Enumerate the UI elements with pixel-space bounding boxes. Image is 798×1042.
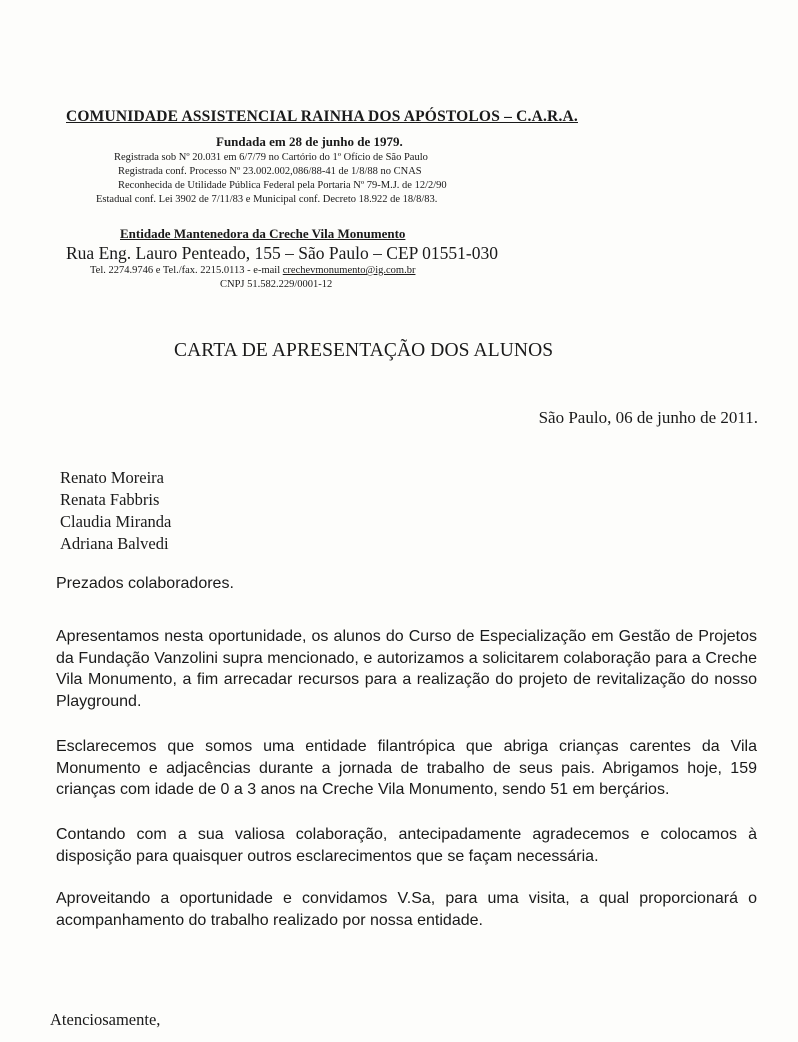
registration-line: Reconhecida de Utilidade Pública Federal pela Portaria Nº 79-M.J. de 12/2/90 [118, 180, 447, 191]
email-link[interactable]: crechevmonumento@ig.com.br [282, 265, 416, 276]
recipient-name: Renato Moreira [60, 468, 165, 487]
phone-text: Tel. 2274.9746 e Tel./fax. 2215.0113 - e-mail [90, 265, 281, 276]
registration-line: Estadual conf. Lei 3902 de 7/11/83 e Municipal conf. Decreto 18.922 de 18/8/83. [96, 194, 438, 205]
letter-date: São Paulo, 06 de junho de 2011. [538, 408, 758, 427]
recipient-name: Renata Fabbris [60, 490, 160, 509]
recipient-name: Adriana Balvedi [60, 534, 169, 553]
contact-line [90, 265, 415, 276]
body-paragraph: Esclarecemos que somos uma entidade filantrópica que abriga crianças carentes da Vila Monumento e adjacências durante a jornada de trabalho de seus pais. Abrigamos hoje, 159 crianças com idade de 0 a 3 anos na Creche Vila Monumento, sendo 51 em berçários. [56, 738, 757, 798]
body-paragraph: Contando com a sua valiosa colaboração, antecipadamente agradecemos e colocamos à disposição para quaisquer outros esclarecimentos que se façam necessária. [56, 826, 757, 865]
body-paragraph: Aproveitando a oportunidade e convidamos V.Sa, para uma visita, a qual proporcionará o acompanhamento do trabalho realizado por nossa entidade. [56, 890, 757, 929]
recipient-name: Claudia Miranda [60, 512, 172, 531]
maintainer-entity: Entidade Mantenedora da Creche Vila Monumento [120, 226, 406, 241]
body-paragraph: Apresentamos nesta oportunidade, os alunos do Curso de Especialização em Gestão de Projetos da Fundação Vanzolini supra mencionado, e autorizamos a solicitarem colaboração para a Creche Vila Monumento, a fim arrecadar recursos para a realização do projeto de revitalização do nosso Playground. [56, 628, 757, 710]
recipient-list [60, 467, 171, 555]
address: Rua Eng. Lauro Penteado, 155 – São Paulo – CEP 01551-030 [66, 243, 498, 263]
registration-line: Registrada conf. Processo Nº 23.002.002,086/88-41 de 1/8/88 no CNAS [118, 166, 422, 177]
cnpj: CNPJ 51.582.229/0001-12 [220, 279, 333, 290]
letter-title: CARTA DE APRESENTAÇÃO DOS ALUNOS [174, 340, 554, 361]
founded-date: Fundada em 28 de junho de 1979. [216, 134, 403, 149]
registration-line: Registrada sob Nº 20.031 em 6/7/79 no Cartório do 1º Ofício de São Paulo [114, 152, 428, 163]
closing: Atenciosamente, [50, 1010, 161, 1029]
organization-name: COMUNIDADE ASSISTENCIAL RAINHA DOS APÓSTOLOS – C.A.R.A. [66, 108, 578, 125]
greeting: Prezados colaboradores. [56, 575, 234, 592]
